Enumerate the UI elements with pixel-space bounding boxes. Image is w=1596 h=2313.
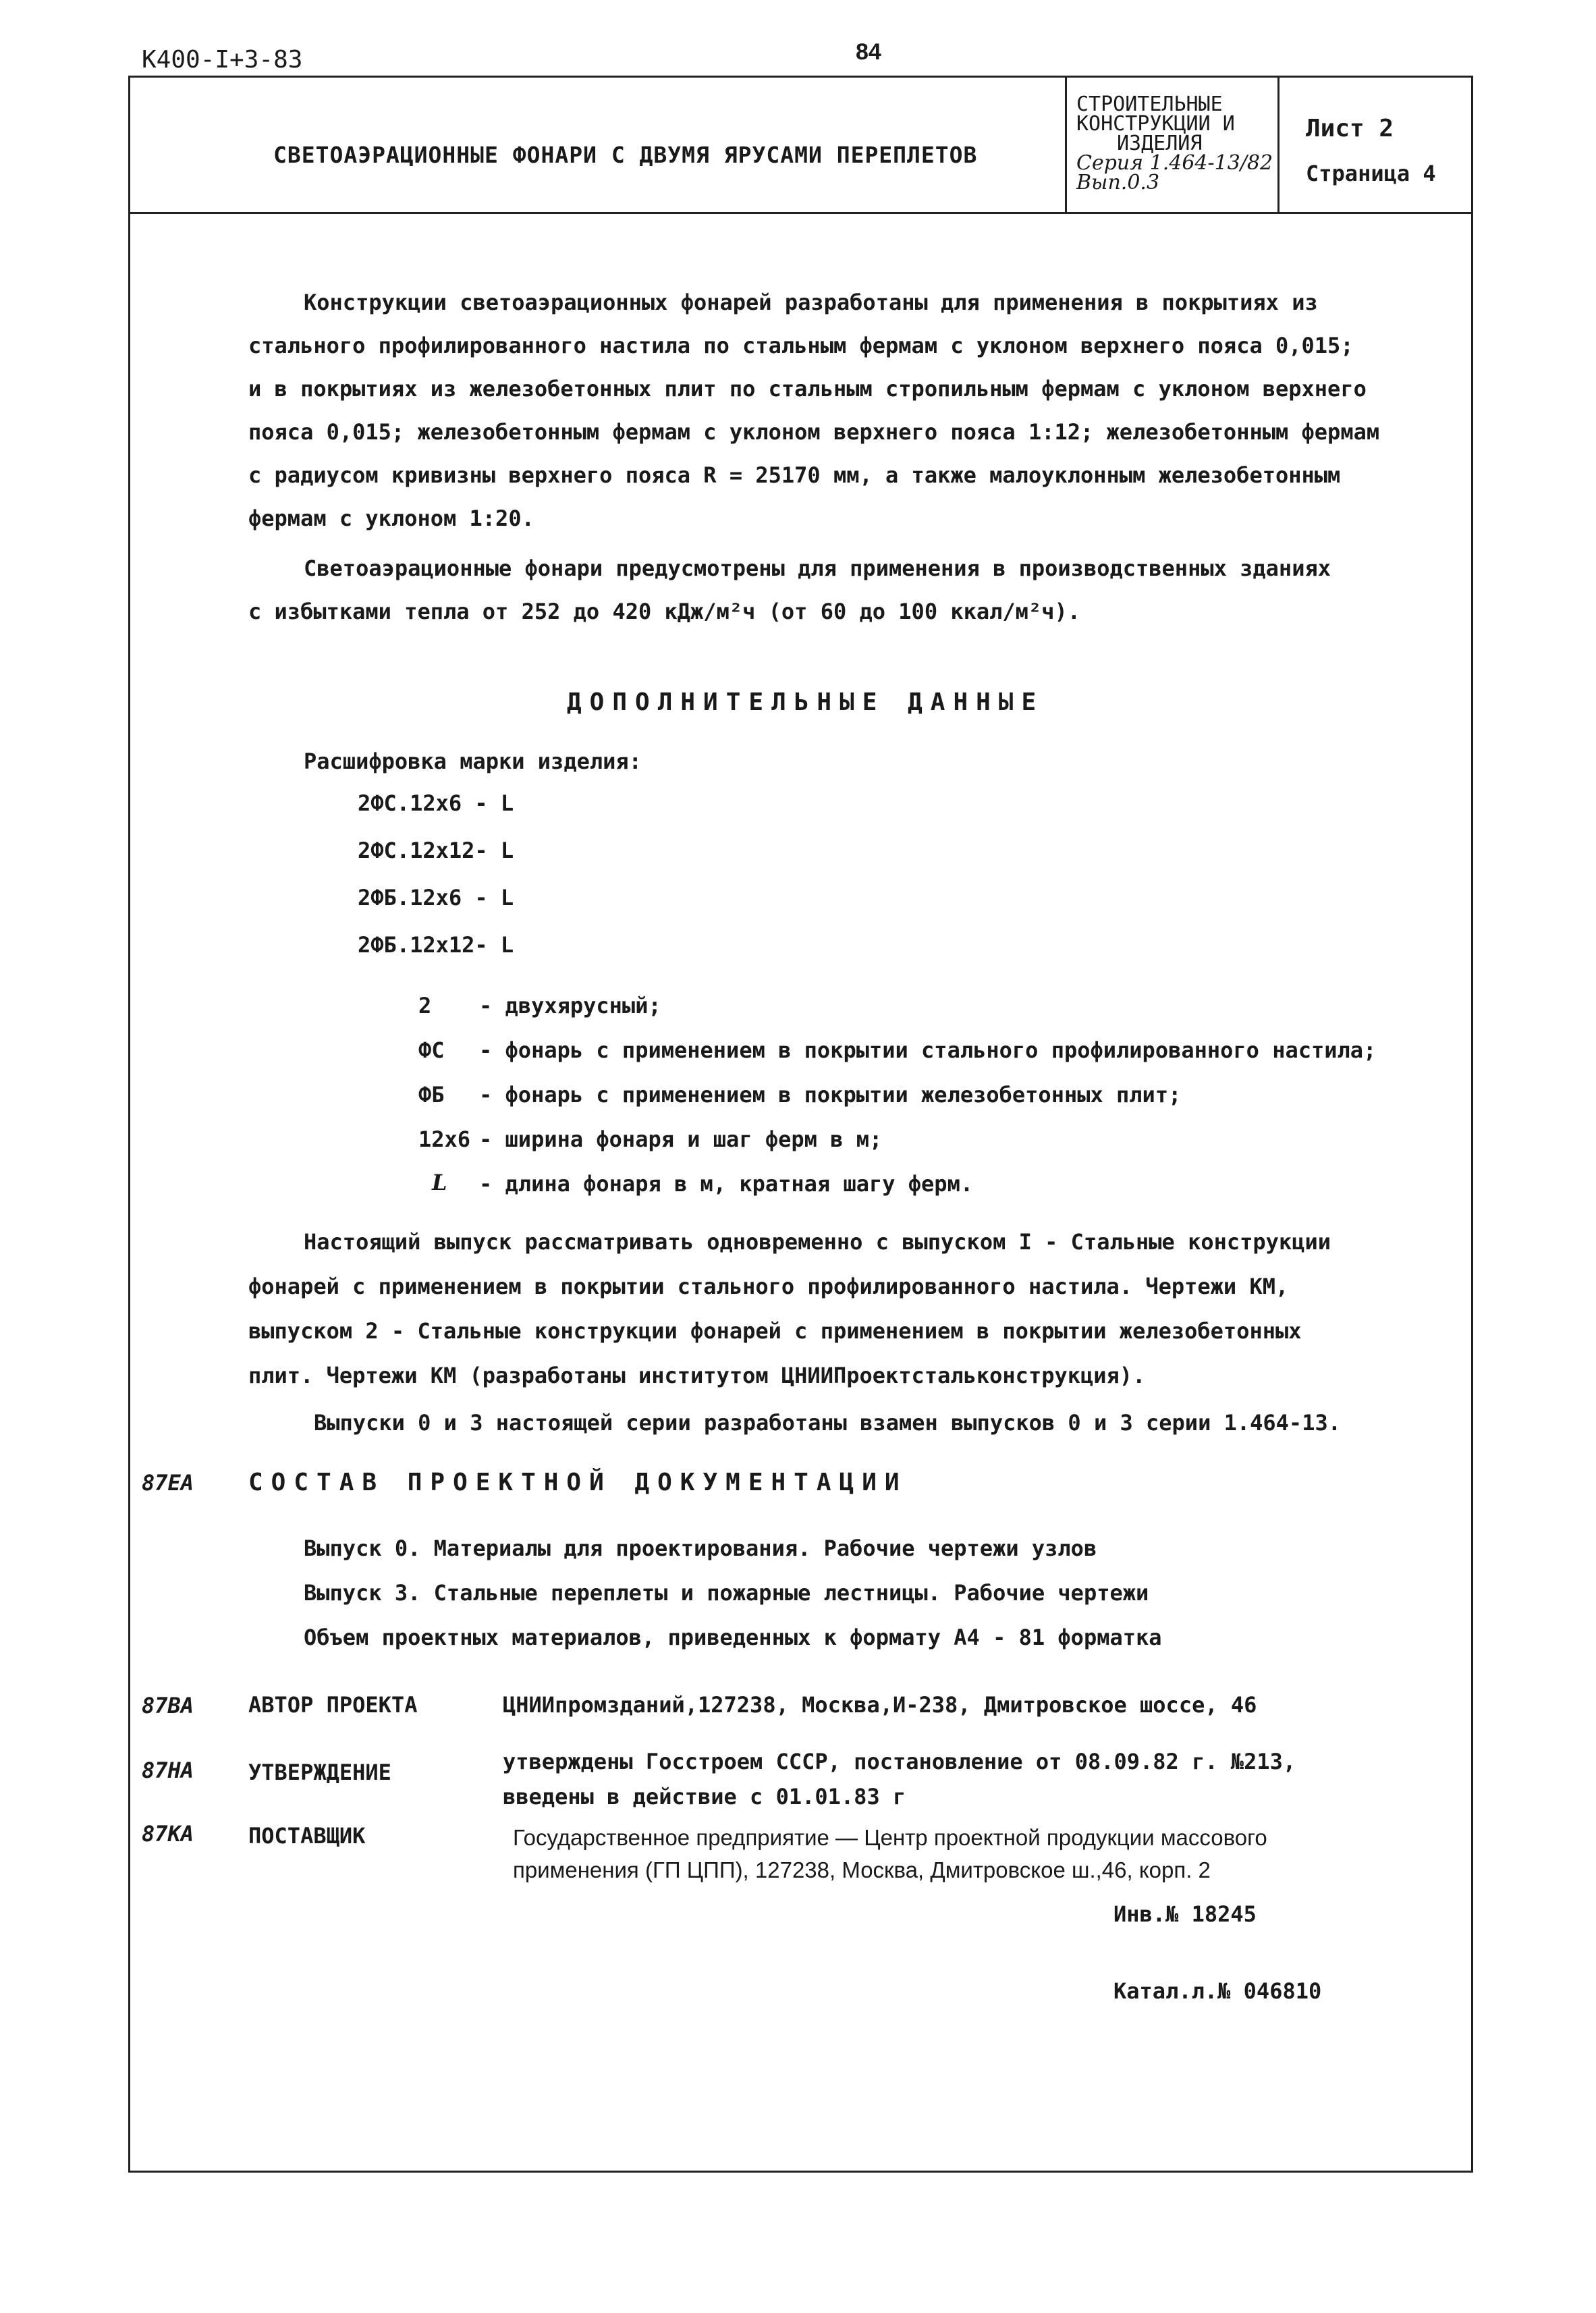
page-number: 84 xyxy=(856,39,881,65)
title-block-divider xyxy=(1065,76,1067,214)
supplier-line: Государственное предприятие — Центр проектной продукции массового xyxy=(513,1825,1267,1850)
text-line: фермам с уклоном 1:20. xyxy=(248,506,534,531)
text-line: Конструкции светоаэрационных фонарей разработаны для применения в покрытиях из xyxy=(304,290,1318,315)
text-line: стального профилированного настила по стальным фермам с уклоном верхнего пояса 0,015; xyxy=(248,333,1354,358)
legend-key: 12х6 xyxy=(418,1126,471,1152)
inventory-number: Инв.№ 18245 xyxy=(1113,1901,1257,1927)
decoding-label: Расшифровка марки изделия: xyxy=(304,749,642,774)
legend-desc: - фонарь с применением в покрытии стального профилированного настила; xyxy=(479,1037,1377,1063)
mark-item: 2ФБ.12х6 - L xyxy=(358,885,514,910)
legend-desc: - фонарь с применением в покрытии железобетонных плит; xyxy=(479,1082,1182,1108)
classifier-code: 87КА xyxy=(142,1821,194,1847)
text-line: Выпуск 0. Материалы для проектирования. Рабочие чертежи узлов xyxy=(304,1535,1097,1561)
text-line: Светоаэрационные фонари предусмотрены для применения в производственных зданиях xyxy=(304,555,1331,581)
legend-key: L xyxy=(432,1170,447,1195)
series-line: СТРОИТЕЛЬНЫЕ xyxy=(1076,92,1223,116)
mark-item: 2ФБ.12х12- L xyxy=(358,932,514,958)
title-block-divider xyxy=(1277,76,1279,214)
approval-label: УТВЕРЖДЕНИЕ xyxy=(248,1760,391,1785)
series-block xyxy=(1076,94,1273,192)
catalog-number: Катал.л.№ 046810 xyxy=(1113,1978,1322,2004)
author-value: ЦНИИпромзданий,127238, Москва,И-238, Дмитровское шоссе, 46 xyxy=(503,1692,1257,1718)
text-line: плит. Чертежи КМ (разработаны институтом ЦНИИПроектстальконструкция). xyxy=(248,1363,1146,1388)
document-title: СВЕТОАЭРАЦИОННЫЕ ФОНАРИ С ДВУМЯ ЯРУСАМИ ПЕРЕПЛЕТОВ xyxy=(273,142,978,168)
supplier-label: ПОСТАВЩИК xyxy=(248,1823,366,1849)
series-line: ИЗДЕЛИЯ xyxy=(1117,132,1203,155)
legend-desc: - двухярусный; xyxy=(479,993,661,1018)
legend-key: ФС xyxy=(418,1037,445,1063)
text-line: с радиусом кривизны верхнего пояса R = 25170 мм, а также малоуклонным железобетонным xyxy=(248,462,1341,488)
classifier-code: 87ЕА xyxy=(142,1470,194,1496)
series-line: КОНСТРУКЦИИ И xyxy=(1076,112,1235,136)
mark-item: 2ФС.12х12- L xyxy=(358,838,514,863)
classifier-code: 87НА xyxy=(142,1758,194,1783)
legend-desc: - ширина фонаря и шаг ферм в м; xyxy=(479,1126,883,1152)
text-line: Выпуск 3. Стальные переплеты и пожарные лестницы. Рабочие чертежи xyxy=(304,1580,1149,1606)
document-code: К400-I+3-83 xyxy=(142,46,303,74)
classifier-code: 87ВА xyxy=(142,1693,194,1718)
section-heading-composition: СОСТАВ ПРОЕКТНОЙ ДОКУМЕНТАЦИИ xyxy=(248,1469,908,1496)
page-label: Страница 4 xyxy=(1306,161,1436,186)
series-line: Серия 1.464-13/82 xyxy=(1076,151,1273,175)
text-line: выпуском 2 - Стальные конструкции фонарей с применением в покрытии железобетонных xyxy=(248,1318,1302,1344)
mark-item: 2ФС.12х6 - L xyxy=(358,790,514,816)
approval-line: утверждены Госстроем СССР, постановление от 08.09.82 г. №213, xyxy=(503,1749,1296,1774)
section-heading-additional: ДОПОЛНИТЕЛЬНЫЕ ДАННЫЕ xyxy=(567,688,1045,716)
legend-desc: - длина фонаря в м, кратная шагу ферм. xyxy=(479,1171,974,1197)
text-line: Объем проектных материалов, приведенных к формату А4 - 81 форматка xyxy=(304,1625,1162,1650)
sheet-number: Лист 2 xyxy=(1306,115,1394,142)
text-line: пояса 0,015; железобетонным фермам с уклоном верхнего пояса 1:12; железобетонным фермам xyxy=(248,419,1380,445)
text-line: Настоящий выпуск рассматривать одновременно с выпуском I - Стальные конструкции xyxy=(304,1229,1331,1255)
author-label: АВТОР ПРОЕКТА xyxy=(248,1692,418,1718)
text-line: и в покрытиях из железобетонных плит по стальным стропильным фермам с уклоном верхнего xyxy=(248,376,1367,402)
approval-line: введены в действие с 01.01.83 г xyxy=(503,1784,906,1809)
text-line: с избытками тепла от 252 до 420 кДж/м²ч (от 60 до 100 ккал/м²ч). xyxy=(248,599,1080,624)
legend-key: ФБ xyxy=(418,1082,445,1108)
text-line: фонарей с применением в покрытии стального профилированного настила. Чертежи КМ, xyxy=(248,1274,1289,1299)
legend-key: 2 xyxy=(418,993,432,1018)
text-line: Выпуски 0 и 3 настоящей серии разработаны взамен выпусков 0 и 3 серии 1.464-13. xyxy=(314,1410,1341,1436)
supplier-line: применения (ГП ЦПП), 127238, Москва, Дмитровское ш.,46, корп. 2 xyxy=(513,1857,1211,1882)
series-line: Вып.0.3 xyxy=(1076,171,1160,194)
